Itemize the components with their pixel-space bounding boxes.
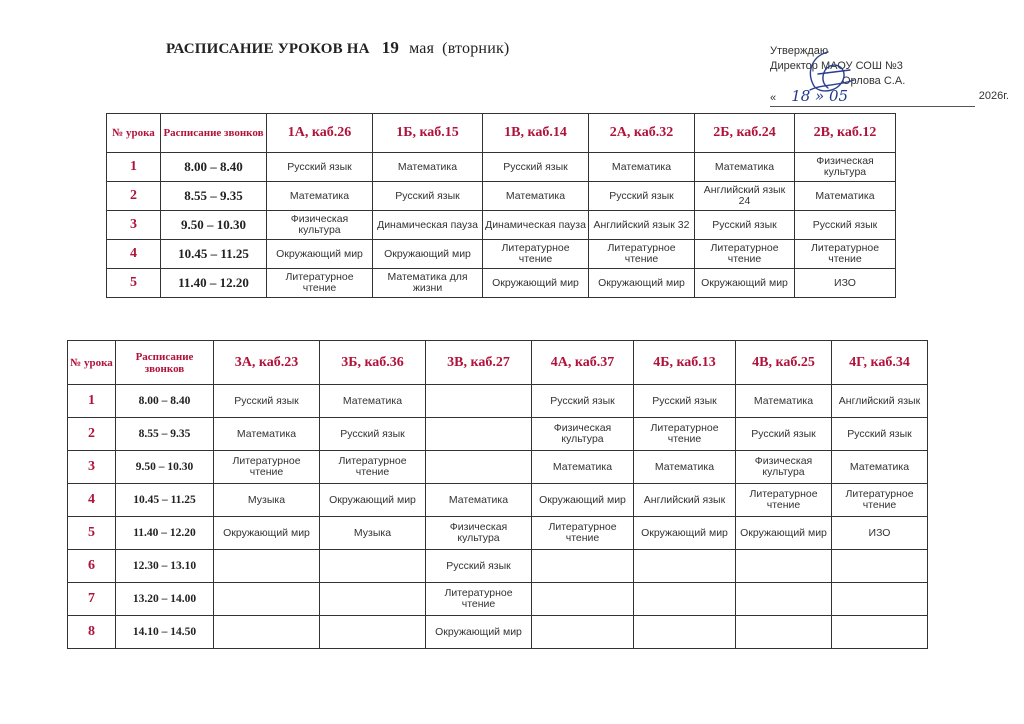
subject-cell: Музыка bbox=[320, 517, 426, 550]
subject-cell: Математика bbox=[320, 385, 426, 418]
header-class: 2В, каб.12 bbox=[795, 114, 896, 153]
header-class: 4Б, каб.13 bbox=[634, 341, 736, 385]
table-header-row bbox=[68, 341, 928, 385]
table-row bbox=[107, 182, 896, 211]
header-class: 4А, каб.37 bbox=[532, 341, 634, 385]
header-class: 3А, каб.23 bbox=[214, 341, 320, 385]
subject-cell: Математика bbox=[736, 385, 832, 418]
subject-cell: Динамическая пауза bbox=[483, 211, 589, 240]
subject-cell: Английский язык bbox=[634, 484, 736, 517]
schedule-table-2 bbox=[67, 340, 928, 649]
title-text: РАСПИСАНИЕ УРОКОВ НА bbox=[166, 41, 370, 57]
table-row bbox=[68, 484, 928, 517]
lesson-time: 10.45 – 11.25 bbox=[116, 484, 214, 517]
subject-cell bbox=[634, 583, 736, 616]
subject-cell bbox=[832, 550, 928, 583]
lesson-time: 14.10 – 14.50 bbox=[116, 616, 214, 649]
subject-cell: Русский язык bbox=[832, 418, 928, 451]
table-row bbox=[68, 385, 928, 418]
subject-cell: Окружающий мир bbox=[483, 269, 589, 298]
approval-year: 2026г. bbox=[978, 90, 1009, 102]
subject-cell bbox=[426, 385, 532, 418]
subject-cell: Окружающий мир bbox=[532, 484, 634, 517]
approval-line-2: Директор МАОУ СОШ №3 bbox=[770, 60, 903, 72]
subject-cell bbox=[736, 583, 832, 616]
lesson-time: 9.50 – 10.30 bbox=[161, 211, 267, 240]
lesson-number: 2 bbox=[107, 182, 161, 211]
subject-cell: Английский язык bbox=[832, 385, 928, 418]
lesson-time: 8.55 – 9.35 bbox=[161, 182, 267, 211]
header-class: 1В, каб.14 bbox=[483, 114, 589, 153]
subject-cell: Русский язык bbox=[214, 385, 320, 418]
subject-cell: Окружающий мир bbox=[214, 517, 320, 550]
subject-cell: Окружающий мир bbox=[634, 517, 736, 550]
subject-cell: Физическая культура bbox=[736, 451, 832, 484]
subject-cell: Русский язык bbox=[483, 153, 589, 182]
header-bell-schedule: Расписание звонков bbox=[116, 341, 214, 385]
subject-cell bbox=[320, 616, 426, 649]
subject-cell: Русский язык bbox=[736, 418, 832, 451]
subject-cell: ИЗО bbox=[832, 517, 928, 550]
subject-cell: Литературное чтение bbox=[214, 451, 320, 484]
subject-cell: Литературное чтение bbox=[795, 240, 896, 269]
page-title bbox=[166, 38, 509, 58]
subject-cell: Окружающий мир bbox=[695, 269, 795, 298]
handwritten-signature-icon bbox=[798, 48, 858, 98]
table-row bbox=[68, 616, 928, 649]
schedule-table-1 bbox=[106, 113, 896, 298]
subject-cell: Литературное чтение bbox=[532, 517, 634, 550]
table-row bbox=[68, 583, 928, 616]
subject-cell: Математика bbox=[695, 153, 795, 182]
subject-cell bbox=[634, 550, 736, 583]
subject-cell: Музыка bbox=[214, 484, 320, 517]
subject-cell: Литературное чтение bbox=[267, 269, 373, 298]
subject-cell: Физическая культура bbox=[267, 211, 373, 240]
subject-cell bbox=[214, 550, 320, 583]
subject-cell: ИЗО bbox=[795, 269, 896, 298]
subject-cell bbox=[214, 583, 320, 616]
subject-cell: Окружающий мир bbox=[589, 269, 695, 298]
header-class: 2А, каб.32 bbox=[589, 114, 695, 153]
table-row bbox=[68, 418, 928, 451]
subject-cell: Литературное чтение bbox=[736, 484, 832, 517]
subject-cell: Литературное чтение bbox=[695, 240, 795, 269]
subject-cell: Литературное чтение bbox=[634, 418, 736, 451]
header-bell-schedule: Расписание звонков bbox=[161, 114, 267, 153]
subject-cell bbox=[532, 583, 634, 616]
subject-cell: Динамическая пауза bbox=[373, 211, 483, 240]
subject-cell: Русский язык bbox=[589, 182, 695, 211]
lesson-number: 2 bbox=[68, 418, 116, 451]
subject-cell bbox=[832, 583, 928, 616]
subject-cell: Математика bbox=[795, 182, 896, 211]
subject-cell: Математика bbox=[267, 182, 373, 211]
subject-cell: Английский язык 24 bbox=[695, 182, 795, 211]
subject-cell: Литературное чтение bbox=[320, 451, 426, 484]
title-day: 19 bbox=[381, 38, 400, 57]
subject-cell: Окружающий мир bbox=[736, 517, 832, 550]
lesson-number: 4 bbox=[107, 240, 161, 269]
table-header-row bbox=[107, 114, 896, 153]
subject-cell bbox=[634, 616, 736, 649]
approval-line-3: Орлова С.А. bbox=[842, 75, 906, 87]
subject-cell: Математика bbox=[832, 451, 928, 484]
lesson-time: 9.50 – 10.30 bbox=[116, 451, 214, 484]
header-class: 1Б, каб.15 bbox=[373, 114, 483, 153]
subject-cell: Окружающий мир bbox=[267, 240, 373, 269]
header-class: 1А, каб.26 bbox=[267, 114, 373, 153]
subject-cell: Русский язык bbox=[795, 211, 896, 240]
subject-cell: Литературное чтение bbox=[589, 240, 695, 269]
lesson-time: 13.20 – 14.00 bbox=[116, 583, 214, 616]
lesson-time: 8.00 – 8.40 bbox=[161, 153, 267, 182]
subject-cell: Физическая культура bbox=[795, 153, 896, 182]
lesson-number: 5 bbox=[68, 517, 116, 550]
table-row bbox=[68, 550, 928, 583]
subject-cell bbox=[736, 616, 832, 649]
approval-line-1: Утверждаю bbox=[770, 45, 829, 57]
subject-cell bbox=[320, 550, 426, 583]
subject-cell bbox=[532, 616, 634, 649]
title-month: мая bbox=[409, 40, 435, 57]
subject-cell: Русский язык bbox=[426, 550, 532, 583]
table-row bbox=[107, 269, 896, 298]
subject-cell: Русский язык bbox=[320, 418, 426, 451]
subject-cell: Математика bbox=[426, 484, 532, 517]
lesson-number: 1 bbox=[107, 153, 161, 182]
subject-cell: Окружающий мир bbox=[373, 240, 483, 269]
subject-cell: Математика bbox=[483, 182, 589, 211]
subject-cell: Математика bbox=[532, 451, 634, 484]
subject-cell: Физическая культура bbox=[532, 418, 634, 451]
lesson-number: 8 bbox=[68, 616, 116, 649]
subject-cell: Математика bbox=[589, 153, 695, 182]
subject-cell bbox=[832, 616, 928, 649]
lesson-time: 10.45 – 11.25 bbox=[161, 240, 267, 269]
lesson-number: 3 bbox=[107, 211, 161, 240]
lesson-number: 1 bbox=[68, 385, 116, 418]
lesson-time: 11.40 – 12.20 bbox=[161, 269, 267, 298]
subject-cell: Литературное чтение bbox=[832, 484, 928, 517]
header-class: 4В, каб.25 bbox=[736, 341, 832, 385]
subject-cell: Окружающий мир bbox=[426, 616, 532, 649]
subject-cell: Русский язык bbox=[267, 153, 373, 182]
subject-cell: Русский язык bbox=[634, 385, 736, 418]
table-row bbox=[68, 451, 928, 484]
subject-cell: Окружающий мир bbox=[320, 484, 426, 517]
lesson-time: 12.30 – 13.10 bbox=[116, 550, 214, 583]
subject-cell: Математика для жизни bbox=[373, 269, 483, 298]
header-lesson-number: № урока bbox=[68, 341, 116, 385]
subject-cell: Математика bbox=[373, 153, 483, 182]
header-class: 3Б, каб.36 bbox=[320, 341, 426, 385]
title-weekday: (вторник) bbox=[442, 40, 510, 57]
subject-cell bbox=[532, 550, 634, 583]
subject-cell: Литературное чтение bbox=[483, 240, 589, 269]
lesson-time: 11.40 – 12.20 bbox=[116, 517, 214, 550]
subject-cell bbox=[736, 550, 832, 583]
header-class: 4Г, каб.34 bbox=[832, 341, 928, 385]
table-row bbox=[107, 211, 896, 240]
lesson-number: 7 bbox=[68, 583, 116, 616]
subject-cell: Математика bbox=[214, 418, 320, 451]
table-row bbox=[107, 153, 896, 182]
subject-cell bbox=[320, 583, 426, 616]
table-row bbox=[107, 240, 896, 269]
subject-cell: Литературное чтение bbox=[426, 583, 532, 616]
approval-date-prefix: « bbox=[770, 92, 777, 104]
subject-cell: Русский язык bbox=[532, 385, 634, 418]
subject-cell: Русский язык bbox=[373, 182, 483, 211]
lesson-number: 5 bbox=[107, 269, 161, 298]
subject-cell: Физическая культура bbox=[426, 517, 532, 550]
lesson-number: 4 bbox=[68, 484, 116, 517]
subject-cell: Русский язык bbox=[695, 211, 795, 240]
header-class: 2Б, каб.24 bbox=[695, 114, 795, 153]
approval-date: 18 » 05 bbox=[791, 87, 849, 105]
table-row bbox=[68, 517, 928, 550]
subject-cell bbox=[214, 616, 320, 649]
subject-cell bbox=[426, 451, 532, 484]
lesson-number: 3 bbox=[68, 451, 116, 484]
header-lesson-number: № урока bbox=[107, 114, 161, 153]
subject-cell: Английский язык 32 bbox=[589, 211, 695, 240]
header-class: 3В, каб.27 bbox=[426, 341, 532, 385]
subject-cell bbox=[426, 418, 532, 451]
lesson-number: 6 bbox=[68, 550, 116, 583]
lesson-time: 8.00 – 8.40 bbox=[116, 385, 214, 418]
lesson-time: 8.55 – 9.35 bbox=[116, 418, 214, 451]
subject-cell: Математика bbox=[634, 451, 736, 484]
